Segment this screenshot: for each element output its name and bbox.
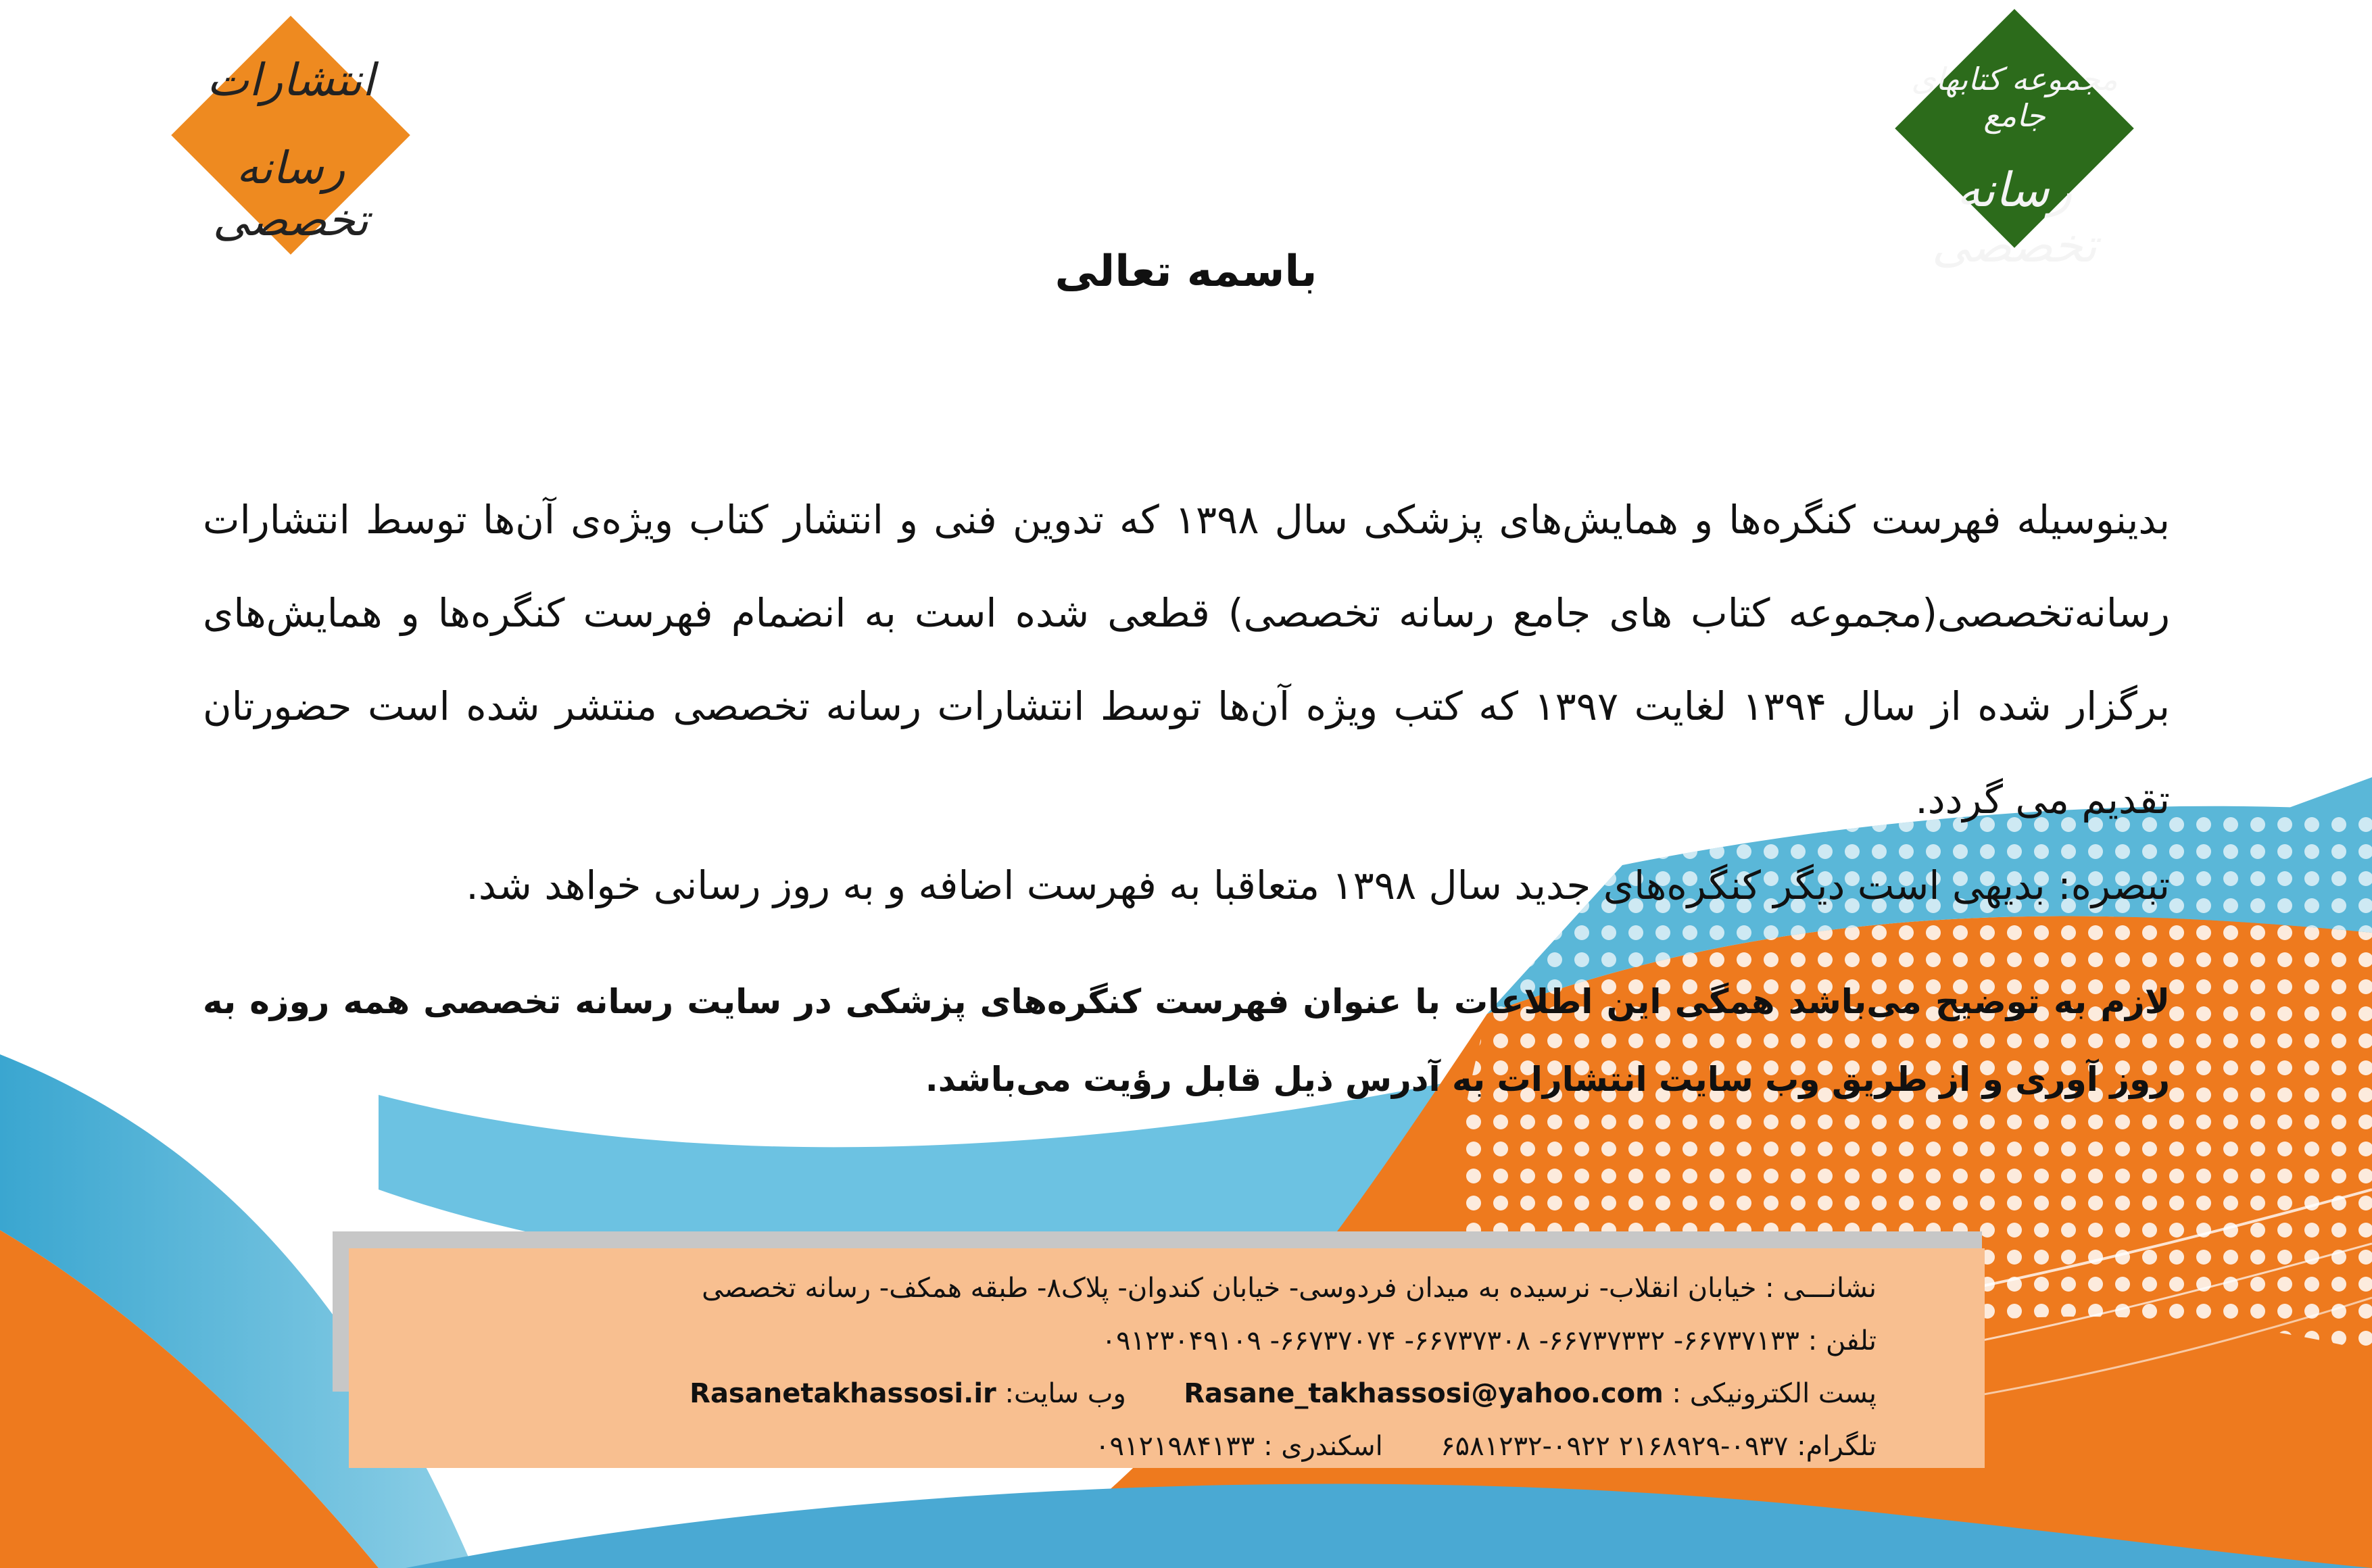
email-label: پست الکترونیکی : — [1672, 1378, 1877, 1409]
contact-messaging — [389, 1420, 1877, 1473]
contact-address: نشانـــی : خیابان انقلاب- نرسیده به میدان فردوسی- خیابان کندوان- پلاک۸- طبقه همکف- رسانه تخصصی — [702, 1273, 1877, 1304]
eskandari-number: اسکندری : ۰۹۱۲۱۹۸۴۱۳۳ — [1095, 1431, 1383, 1462]
logo-text-line2: رسانه تخصصی — [1931, 162, 2098, 273]
page-heading: باسمه تعالی — [1055, 247, 1317, 297]
note-paragraph: تبصره: بدیهی است دیگر کنگره‌های جدید سال ۱۳۹۸ متعاقبا به فهرست اضافه و به روز رسانی خواهد شد. — [466, 862, 2170, 908]
contact-box — [349, 1248, 1985, 1468]
collection-logo — [1893, 7, 2136, 273]
contact-phone: تلفن : ۶۶۷۳۷۱۳۳- ۶۶۷۳۷۳۳۲- ۶۶۷۳۷۳۰۸- ۶۶۷۳۷۰۷۴- ۰۹۱۲۳۰۴۹۱۰۹ — [1101, 1325, 1877, 1356]
telegram-numbers: تلگرام: ۰۹۳۷-۲۱۶۸۹۲۹ ۰۹۲۲-۶۵۸۱۲۳۲ — [1441, 1431, 1877, 1462]
logo-text-line2: رسانه تخصصی — [212, 142, 369, 246]
logo-text-line1: مجموعه کتابهای جامع — [1911, 61, 2118, 134]
body-paragraph: بدینوسیله فهرست کنگره‌ها و همایش‌های پزشکی سال ۱۳۹۸ که تدوین فنی و انتشار کتاب ویژه‌ی آن‌ها توسط انتشارات رسانه‌تخصصی(مجموعه کتاب های جامع رسانه تخصصی) قطعی شده است به انضمام فهرست کنگره‌ها و همایش‌های برگزار شده از سال ۱۳۹۴ لغایت ۱۳۹۷ که کتب ویژه آن‌ها توسط انتشارات رسانه تخصصی منتشر شده است حضورتان تقدیم می گردد. — [203, 497, 2171, 823]
important-paragraph: لازم به توضیح می‌باشد همگی این اطلاعات با عنوان فهرست کنگره‌های پزشکی در سایت رسانه تخصصی همه روزه به روز آوری و از طریق وب سایت انتشارات به آدرس ذیل قابل رؤیت می‌باشد. — [203, 982, 2170, 1099]
website-label: وب سایت: — [1005, 1378, 1126, 1409]
publisher-logo — [169, 14, 412, 257]
logo-text-line1: انتشارات — [207, 54, 374, 106]
email-link[interactable]: Rasane_takhassosi@yahoo.com — [1184, 1378, 1664, 1409]
website-link[interactable]: Rasanetakhassosi.ir — [689, 1378, 996, 1409]
contact-online — [389, 1367, 1877, 1420]
